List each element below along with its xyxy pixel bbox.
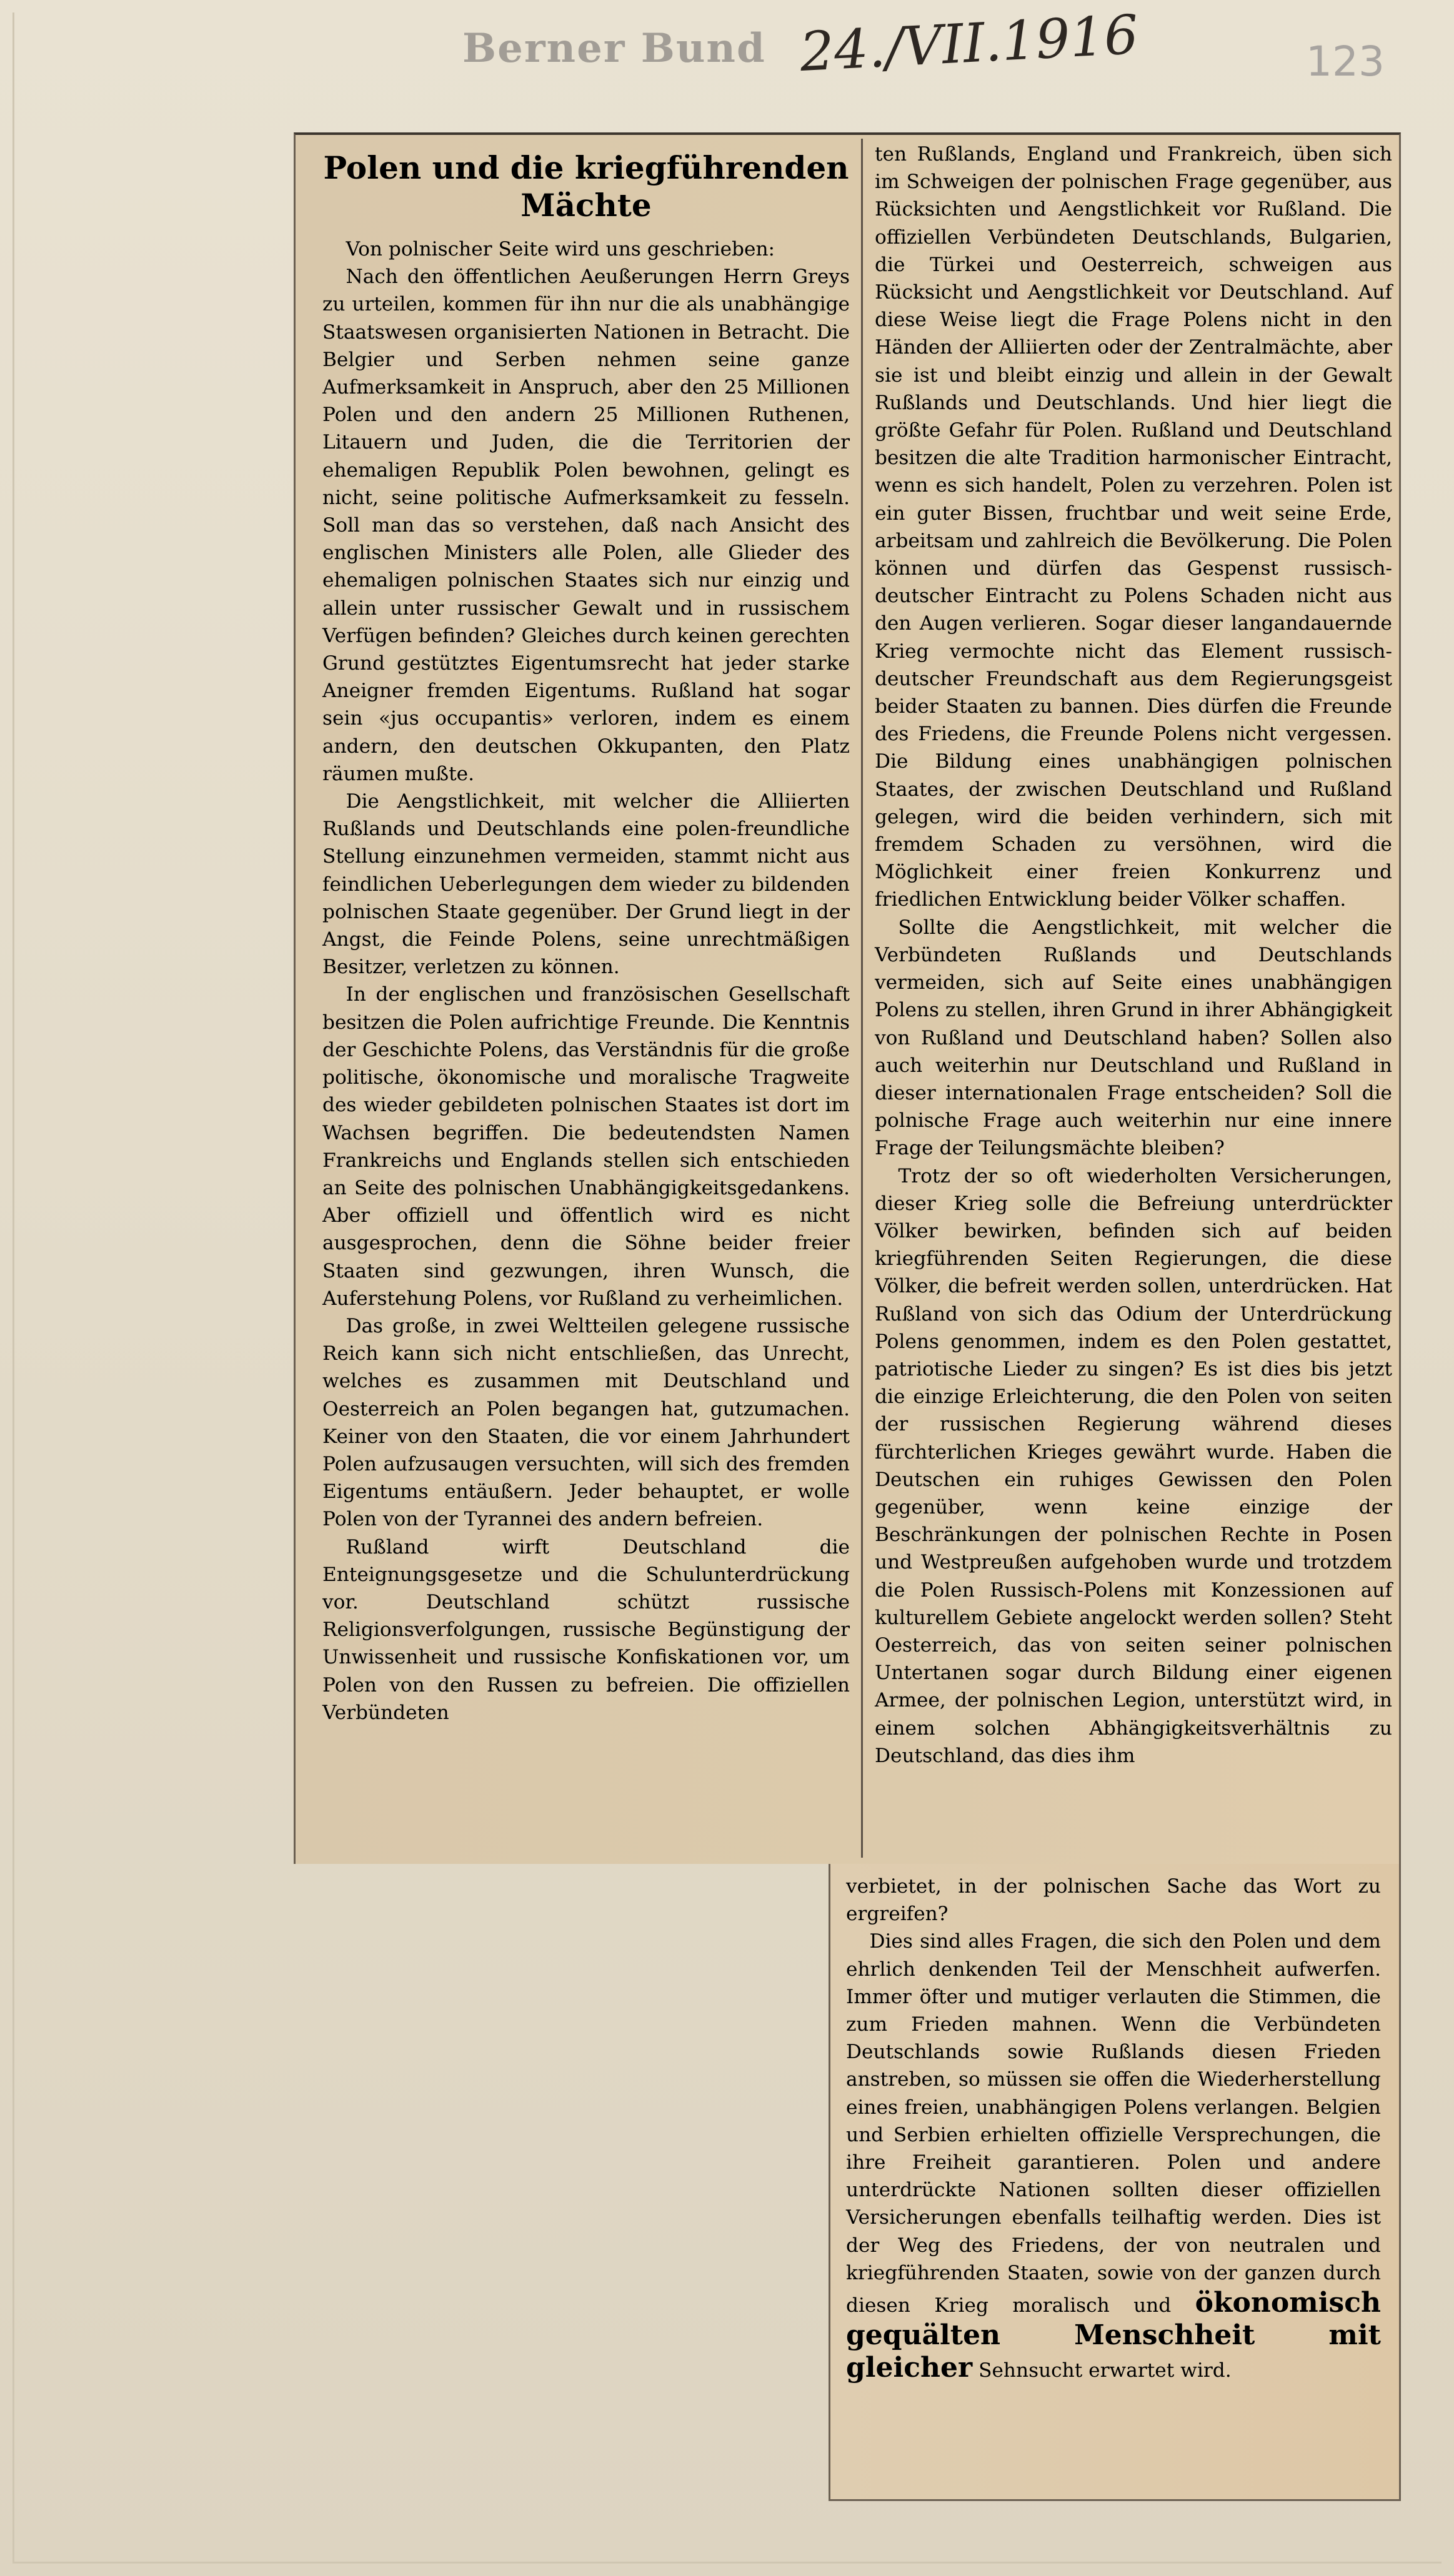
final-emphasis-line: ökonomisch gequälten Menschheit mit gleicher (846, 2287, 1381, 2384)
article-right-column (865, 141, 1397, 1858)
paragraph: Trotz der so oft wiederholten Versicherungen, dieser Krieg solle die Befreiung unterdrückter Völker bewirken, befinden sich auf beiden kriegführenden Seiten Regierungen, die diese Völker, die befreit werden sollen, unterdrücken. Hat Rußland von sich das Odium der Unterdrückung Polens genommen, indem es den Polen gestattet, patriotische Lieder zu singen? Es ist dies bis jetzt die einzige Erleichterung, die den Polen von seiten der russischen Regierung während dieses fürchterlichen Krieges gewährt wurde. Haben die Deutschen ein ruhiges Gewissen den Polen gegenüber, wenn keine einzige der Beschränkungen der polnischen Rechte in Posen und Westpreußen aufgehoben wurde und trotzdem die Polen Russisch-Polens mit Konzessionen auf kulturellem Gebiete angelockt werden sollen? Steht Oesterreich, das von seiten seiner polnischen Untertanen sogar durch Bildung einer eigenen Armee, der polnischen Legion, unterstützt wird, in einem solchen Abhängigkeitsverhältnis zu Deutschland, das dies ihm (875, 1164, 1392, 1767)
page-number: 123 (1306, 37, 1385, 86)
paragraph: Nach den öffentlichen Aeußerungen Herrn Greys zu urteilen, kommen für ihn nur die als unabhängige Staatswesen organisierten Nationen in Betracht. Die Belgier und Serben nehmen seine ganze Aufmerksamkeit in Anspruch, aber den 25 Millionen Polen und den andern 25 Millionen Ruthenen, Litauern und Juden, die die Territorien der ehemaligen Republik Polen bewohnen, gelingt es nicht, seine politische Aufmerksamkeit zu fesseln. Soll man das so verstehen, daß nach Ansicht des englischen Ministers alle Polen, alle Glieder des ehemaligen polnischen Staates sich nur einzig und allein unter russischer Gewalt und in russischem Verfügen befinden? Gleiches durch keinen gerechten Grund gestütztes Eigentumsrecht hat jeder starke Aneigner fremden Eigentums. Rußland hat sogar sein «jus occupantis» verloren, indem es einem andern, den deutschen Okkupanten, den Platz räumen mußte. (322, 265, 850, 785)
paragraph: Sollte die Aengstlichkeit, mit welcher die Verbündeten Rußlands und Deutschlands vermeiden, sich auf Seite eines unabhängigen Polens zu stellen, ihren Grund in ihrer Abhängigkeit von Rußland und Deutschland haben? Sollen also auch weiterhin nur Deutschland und Rußland in dieser internationalen Frage entscheiden? Soll die polnische Frage auch weiterhin nur eine innere Frage der Teilungsmächte bleiben? (875, 916, 1392, 1160)
paragraph: Die Aengstlichkeit, mit welcher die Alliierten Rußlands und Deutschlands eine polen-freundliche Stellung einzunehmen vermeiden, stammt nicht aus feindlichen Ueberlegungen dem wieder zu bildenden polnischen Staate gegenüber. Der Grund liegt in der Angst, die Feinde Polens, seine unrechtmäßigen Besitzer, verletzen zu können. (322, 790, 850, 979)
article-intro: Von polnischer Seite wird uns geschrieben: (346, 238, 775, 260)
paragraph-text: Dies sind alles Fragen, die sich den Polen und dem ehrlich denkenden Teil der Menschheit aufwerfen. Immer öfter und mutiger verlauten die Stimmen, die zum Frieden mahnen. Wenn die Verbündeten Deutschlands sowie Rußlands diesen Frieden anstreben, so müssen sie offen die Wiederherstellung eines freien, unabhängigen Polens verlangen. Belgien und Serbien erhielten offizielle Versprechungen, die ihre Freiheit garantieren. Polen und andere unterdrückte Nationen sollten dieser offiziellen Versicherungen ebenfalls teilhaftig werden. Dies ist der Weg des Friedens, der von neutralen und kriegführenden Staaten, sowie von der ganzen durch diesen Krieg moralisch und (846, 1930, 1381, 2317)
article-title: Polen und die kriegführenden Mächte (323, 149, 849, 224)
source-stamp: Berner Bund (462, 25, 766, 72)
paragraph: ten Rußlands, England und Frankreich, üben sich im Schweigen der polnischen Frage gegenüber, aus Rücksichten und Aengstlichkeit vor Rußland. Die offiziellen Verbündeten Deutschlands, Bulgarien, die Türkei und Oesterreich, schweigen aus Rücksicht und Aengstlichkeit vor Deutschland. Auf diese Weise liegt die Frage Polens nicht in den Händen der Alliierten oder der Zentralmächte, aber sie ist und bleibt einzig und allein in der Gewalt Rußlands und Deutschlands. Und hier liegt die größte Gefahr für Polen. Rußland und Deutschland besitzen die alte Tradition harmonischer Eintracht, wenn es sich handelt, Polen zu verzehren. Polen ist ein guter Bissen, fruchtbar und weit seine Erde, arbeitsam und zahlreich die Bevölkerung. Die Polen können und dürfen das Gespenst russisch-deutscher Eintracht zu Polens Schaden nicht aus den Augen verlieren. Sogar dieser langandauernde Krieg vermochte nicht das Element russisch-deutscher Freundschaft aus dem Regierungsgeist beider Staaten zu bannen. Dies dürfen die Freunde des Friedens, die Freunde Polens nicht vergessen. Die Bildung eines unabhängigen polnischen Staates, der zwischen Deutschland und Rußland gelegen, wird die beiden verhindern, sich mit fremdem Schaden zu versöhnen, wird die Möglichkeit einer freien Konkurrenz und friedlichen Entwicklung beider Völker schaffen. (875, 143, 1392, 911)
paragraph: verbietet, in der polnischen Sache das Wort zu ergreifen? (846, 1875, 1381, 1926)
paragraph: In der englischen und französischen Gesellschaft besitzen die Polen aufrichtige Freunde. Die Kenntnis der Geschichte Polens, das Verständnis für die große politische, ökonomische und moralische Tragweite des wieder gebildeten polnischen Staates ist dort im Wachsen begriffen. Die bedeutendsten Namen Frankreichs und Englands stellen sich entschieden an Seite des polnischen Unabhängigkeitsgedankens. Aber offiziell und öffentlich wird es nicht ausgesprochen, denn die Söhne beider freier Staaten sind gezwungen, ihren Wunsch, die Auferstehung Polens, vor Rußland zu verheimlichen. (322, 983, 850, 1310)
column-divider (861, 139, 863, 1858)
paragraph: Das große, in zwei Weltteilen gelegene russische Reich kann sich nicht entschließen, das Unrecht, welches es zusammen mit Deutschland und Oesterreich an Polen begangen hat, gutzumachen. Keiner von den Staaten, die vor einem Jahrhundert Polen aufzusaugen versuchten, will sich des fremden Eigentums entäußern. Jeder behauptet, er wolle Polen von der Tyrannei des andern befreien. (322, 1314, 850, 1531)
article-left-column (306, 141, 856, 1858)
article-continuation-column (837, 1873, 1395, 2497)
paragraph: Rußland wirft Deutschland die Enteignungsgesetze und die Schulunterdrückung vor. Deutschland schützt russische Religionsverfolgungen, russische Begünstigung der Unwissenheit und russische Konfiskationen vor, um Polen von den Russen zu befreien. Die offiziellen Verbündeten (322, 1535, 850, 1724)
paragraph (846, 1928, 1381, 2384)
handwritten-date: 24./VII.1916 (798, 3, 1140, 84)
final-tail: Sehnsucht erwartet wird. (978, 2359, 1232, 2382)
